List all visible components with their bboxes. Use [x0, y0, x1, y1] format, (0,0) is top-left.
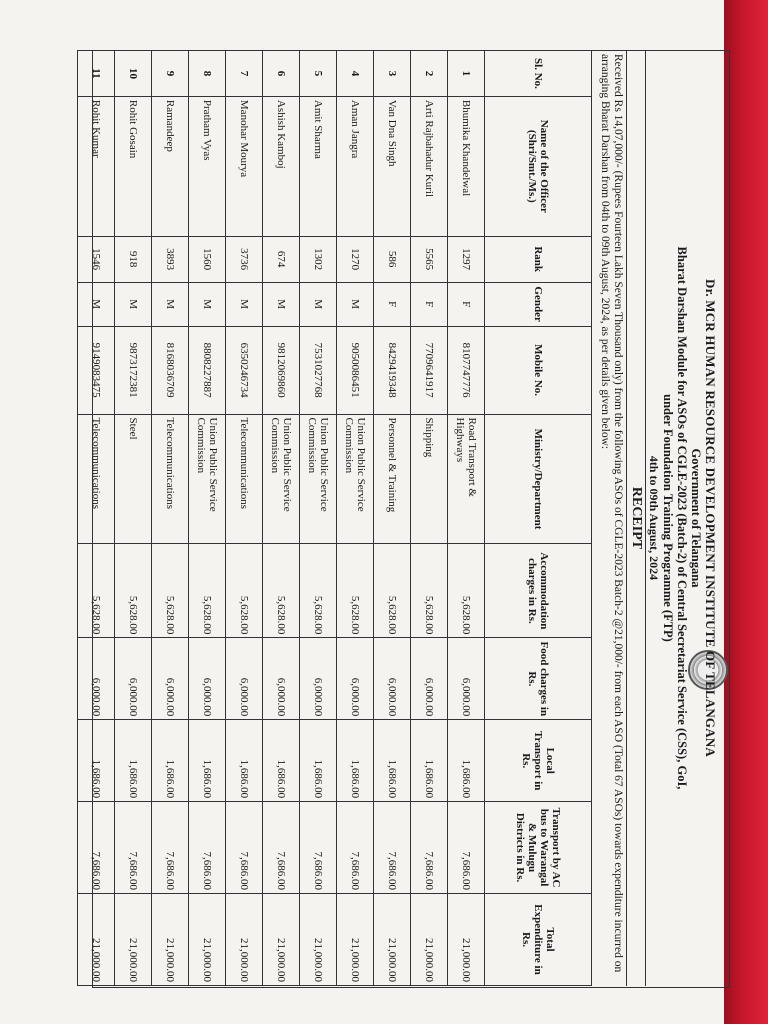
cell-rank: 5565 — [411, 236, 448, 282]
cell-ministry: Telecommunications — [226, 414, 263, 544]
cell-ministry: Union Public Service Commission — [300, 414, 337, 544]
cell-ac-bus: 7,686.00 — [226, 802, 263, 894]
cell-food: 6,000.00 — [226, 638, 263, 720]
cell-sl: 9 — [152, 51, 189, 97]
cell-gender: M — [78, 282, 115, 326]
cell-rank: 674 — [263, 236, 300, 282]
cell-name: Ashish Kamboj — [263, 96, 300, 236]
cell-gender: M — [115, 282, 152, 326]
cell-rank: 3893 — [152, 236, 189, 282]
cell-accommodation: 5,628.00 — [374, 544, 411, 638]
cell-gender: M — [300, 282, 337, 326]
programme-title: under Foundation Training Programme (FTP) — [661, 394, 675, 642]
cell-rank: 586 — [374, 236, 411, 282]
cell-total: 21,000.00 — [115, 894, 152, 986]
table-row — [115, 51, 152, 986]
receipt-document — [90, 50, 730, 990]
cell-name: Arti Rajbahadur Kuril — [411, 96, 448, 236]
cell-gender: F — [411, 282, 448, 326]
cell-ministry: Telecommunications — [152, 414, 189, 544]
cell-accommodation: 5,628.00 — [189, 544, 226, 638]
col-header-gender: Gender — [485, 282, 592, 326]
cell-mobile: 9149083475 — [78, 326, 115, 414]
table-row — [263, 51, 300, 986]
cell-accommodation: 5,628.00 — [226, 544, 263, 638]
cell-local-transport: 1,686.00 — [152, 720, 189, 802]
cell-food: 6,000.00 — [448, 638, 485, 720]
cell-ministry: Steel — [115, 414, 152, 544]
cell-total: 21,000.00 — [300, 894, 337, 986]
institute-name: Dr. MCR HUMAN RESOURCE DEVELOPMENT INSTITUTE OF TELANGANA — [703, 278, 718, 757]
col-header-mobile: Mobile No. — [485, 326, 592, 414]
cell-ac-bus: 7,686.00 — [115, 802, 152, 894]
table-row — [300, 51, 337, 986]
cell-name: Van Dna Singh — [374, 96, 411, 236]
cell-accommodation: 5,628.00 — [115, 544, 152, 638]
programme-dates: 4th to 09th August, 2024 — [647, 455, 661, 581]
cell-total: 21,000.00 — [78, 894, 115, 986]
cell-food: 6,000.00 — [189, 638, 226, 720]
cell-rank: 918 — [115, 236, 152, 282]
cell-mobile: 7709641917 — [411, 326, 448, 414]
table-row — [337, 51, 374, 986]
cell-food: 6,000.00 — [337, 638, 374, 720]
cell-rank: 1560 — [189, 236, 226, 282]
cell-ac-bus: 7,686.00 — [152, 802, 189, 894]
cell-ac-bus: 7,686.00 — [448, 802, 485, 894]
cell-mobile: 9050086451 — [337, 326, 374, 414]
cell-local-transport: 1,686.00 — [300, 720, 337, 802]
col-header-accommodation: Accommodation charges in Rs. — [485, 544, 592, 638]
cell-name: Pratham Vyas — [189, 96, 226, 236]
cell-food: 6,000.00 — [115, 638, 152, 720]
cell-ministry: Telecommunications — [78, 414, 115, 544]
cell-mobile: 8808227887 — [189, 326, 226, 414]
cell-total: 21,000.00 — [374, 894, 411, 986]
cell-total: 21,000.00 — [448, 894, 485, 986]
cell-gender: M — [152, 282, 189, 326]
cell-name: Aman Jangra — [337, 96, 374, 236]
cell-gender: M — [337, 282, 374, 326]
cell-food: 6,000.00 — [411, 638, 448, 720]
cell-sl: 6 — [263, 51, 300, 97]
cell-name: Rohit Gosain — [115, 96, 152, 236]
government-name: Government of Telangana — [689, 448, 703, 588]
cell-mobile: 6350246734 — [226, 326, 263, 414]
cell-rank: 3736 — [226, 236, 263, 282]
receipt-title: RECEIPT — [626, 50, 646, 986]
cell-name: Rohit Kumar — [78, 96, 115, 236]
cell-ministry: Union Public Service Commission — [189, 414, 226, 544]
cell-local-transport: 1,686.00 — [263, 720, 300, 802]
cell-rank: 1270 — [337, 236, 374, 282]
cell-local-transport: 1,686.00 — [448, 720, 485, 802]
cell-local-transport: 1,686.00 — [226, 720, 263, 802]
col-header-rank: Rank — [485, 236, 592, 282]
cell-mobile: 9873172381 — [115, 326, 152, 414]
col-header-sl: Sl. No. — [485, 51, 592, 97]
cell-name: Manohar Mourya — [226, 96, 263, 236]
cell-local-transport: 1,686.00 — [189, 720, 226, 802]
col-header-food: Food charges in Rs. — [485, 638, 592, 720]
cell-name: Ramandeep — [152, 96, 189, 236]
cell-ministry: Union Public Service Commission — [263, 414, 300, 544]
cell-accommodation: 5,628.00 — [411, 544, 448, 638]
table-row — [189, 51, 226, 986]
cell-total: 21,000.00 — [226, 894, 263, 986]
cell-gender: M — [263, 282, 300, 326]
cell-gender: M — [226, 282, 263, 326]
cell-accommodation: 5,628.00 — [78, 544, 115, 638]
col-header-local-transport: Local Transport in Rs. — [485, 720, 592, 802]
cell-local-transport: 1,686.00 — [78, 720, 115, 802]
cell-accommodation: 5,628.00 — [152, 544, 189, 638]
cell-total: 21,000.00 — [263, 894, 300, 986]
cell-name: Amit Sharma — [300, 96, 337, 236]
cell-ac-bus: 7,686.00 — [189, 802, 226, 894]
col-header-ac-bus: Transport by AC bus to Warangal & Mulugu Districts in Rs. — [485, 802, 592, 894]
cell-food: 6,000.00 — [263, 638, 300, 720]
cell-local-transport: 1,686.00 — [411, 720, 448, 802]
cell-rank: 1297 — [448, 236, 485, 282]
cell-mobile: 8168036709 — [152, 326, 189, 414]
cell-gender: F — [374, 282, 411, 326]
table-row — [226, 51, 263, 986]
cell-food: 6,000.00 — [78, 638, 115, 720]
col-header-name: Name of the Officer (Shri/Smt./Ms.) — [485, 96, 592, 236]
table-row — [152, 51, 189, 986]
cell-mobile: 8429419348 — [374, 326, 411, 414]
cell-gender: M — [189, 282, 226, 326]
cell-sl: 11 — [78, 51, 115, 97]
cell-local-transport: 1,686.00 — [374, 720, 411, 802]
cell-sl: 3 — [374, 51, 411, 97]
receipt-table — [77, 50, 592, 986]
cell-ac-bus: 7,686.00 — [374, 802, 411, 894]
cell-accommodation: 5,628.00 — [263, 544, 300, 638]
red-cloth-background — [724, 0, 768, 1024]
cell-sl: 8 — [189, 51, 226, 97]
cell-name: Bhumika Khandelwal — [448, 96, 485, 236]
cell-ac-bus: 7,686.00 — [263, 802, 300, 894]
cell-gender: F — [448, 282, 485, 326]
cell-total: 21,000.00 — [337, 894, 374, 986]
module-title: Bharat Darshan Module for ASOs of CGLE-2023 (Batch-2) of Central Secretariat Service (CSS), GoI, — [675, 246, 689, 790]
cell-sl: 7 — [226, 51, 263, 97]
cell-rank: 1302 — [300, 236, 337, 282]
cell-local-transport: 1,686.00 — [337, 720, 374, 802]
cell-ministry: Shipping — [411, 414, 448, 544]
cell-total: 21,000.00 — [189, 894, 226, 986]
cell-accommodation: 5,628.00 — [448, 544, 485, 638]
cell-ac-bus: 7,686.00 — [78, 802, 115, 894]
cell-food: 6,000.00 — [374, 638, 411, 720]
cell-accommodation: 5,628.00 — [300, 544, 337, 638]
cell-food: 6,000.00 — [300, 638, 337, 720]
table-row — [448, 51, 485, 986]
cell-mobile: 7531027768 — [300, 326, 337, 414]
cell-mobile: 9812069860 — [263, 326, 300, 414]
cell-ac-bus: 7,686.00 — [337, 802, 374, 894]
cell-accommodation: 5,628.00 — [337, 544, 374, 638]
cell-total: 21,000.00 — [411, 894, 448, 986]
cell-sl: 5 — [300, 51, 337, 97]
col-header-total: Total Expenditure in Rs. — [485, 894, 592, 986]
cell-sl: 1 — [448, 51, 485, 97]
cell-ministry: Personnel & Training — [374, 414, 411, 544]
cell-sl: 10 — [115, 51, 152, 97]
table-row — [374, 51, 411, 986]
cell-sl: 4 — [337, 51, 374, 97]
cell-rank: 1546 — [78, 236, 115, 282]
cell-local-transport: 1,686.00 — [115, 720, 152, 802]
table-row — [411, 51, 448, 986]
table-header-row — [485, 51, 592, 986]
cell-food: 6,000.00 — [152, 638, 189, 720]
intro-paragraph: Received Rs 14,07,000/- (Rupees Fourteen Lakh Seven Thousand only) from the following ASOs of CGLE-2023 Batch-2 @21,000/- from each ASO (Total 67 ASOs) towards expenditure incurred on arranging Bharat Darshan from 04th to 09th August, 2024, as per details given below: — [599, 54, 624, 973]
cell-total: 21,000.00 — [152, 894, 189, 986]
cell-ac-bus: 7,686.00 — [300, 802, 337, 894]
cell-ministry: Road Transport & Highways — [448, 414, 485, 544]
cell-ministry: Union Public Service Commission — [337, 414, 374, 544]
table-body — [78, 51, 485, 986]
col-header-ministry: Ministry/Department — [485, 414, 592, 544]
cell-ac-bus: 7,686.00 — [411, 802, 448, 894]
cell-mobile: 8107747776 — [448, 326, 485, 414]
table-row — [78, 51, 115, 986]
cell-sl: 2 — [411, 51, 448, 97]
